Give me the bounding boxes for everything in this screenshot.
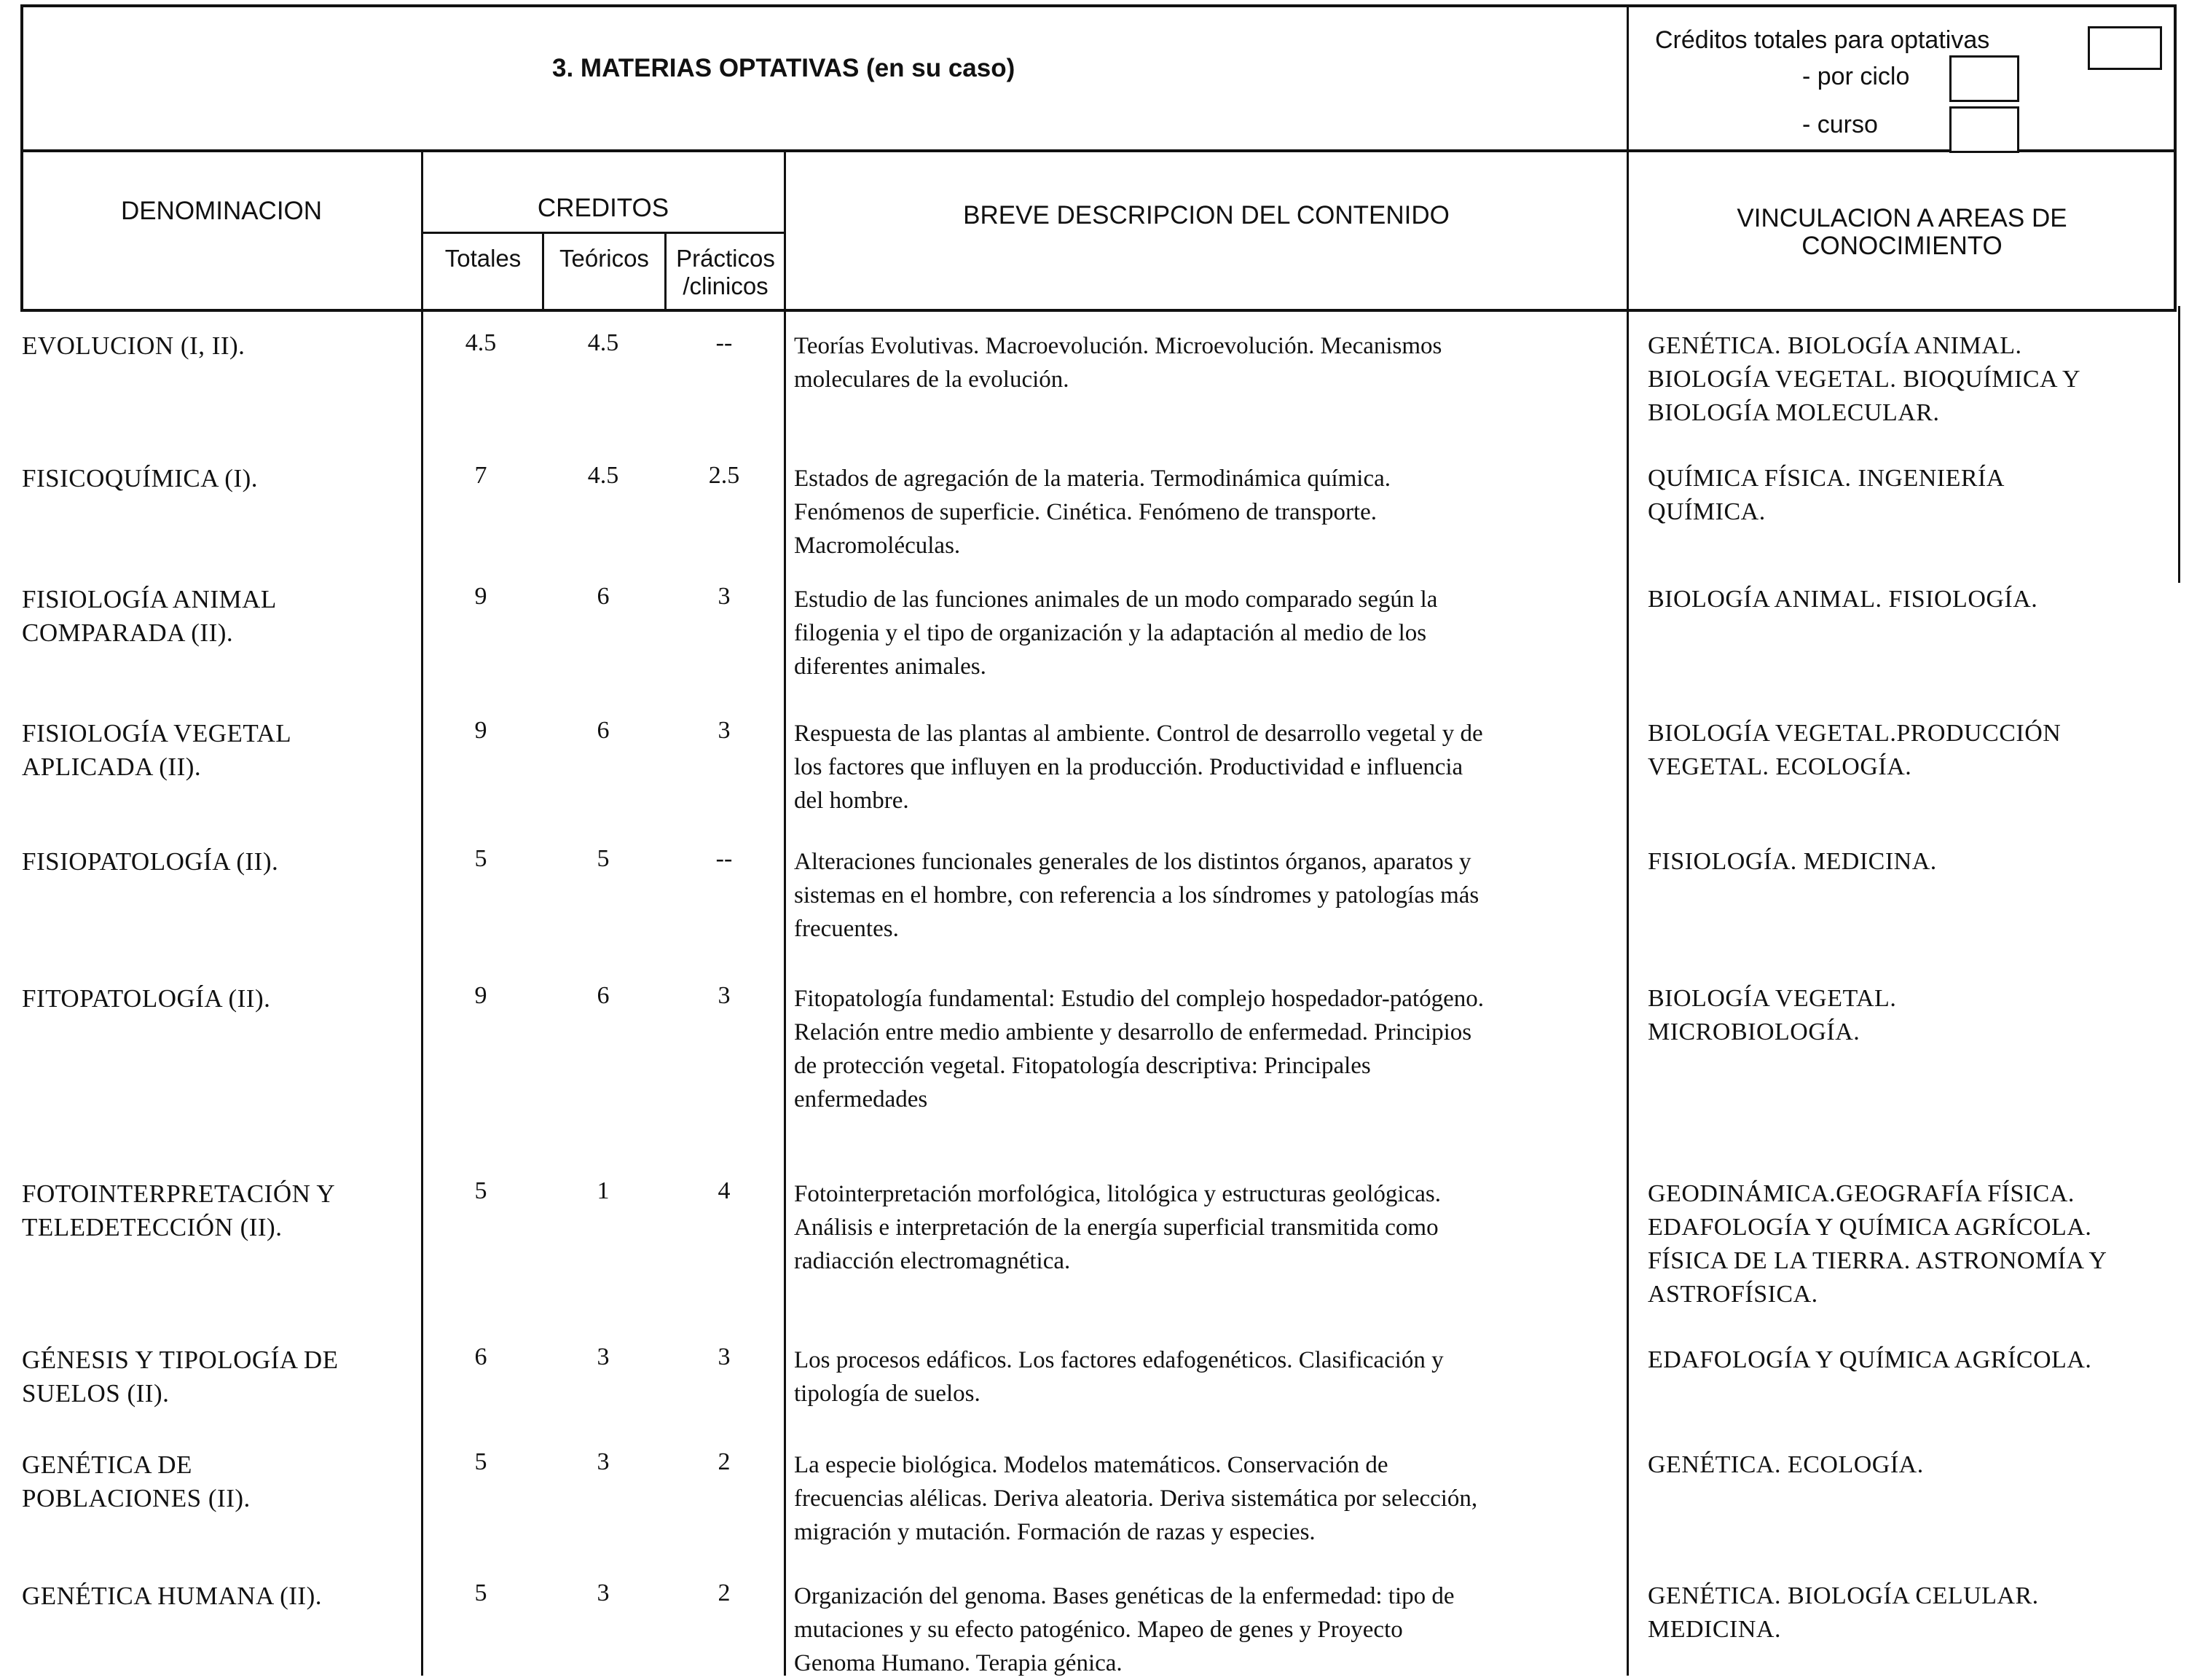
col-rule-creditos: [784, 151, 786, 1676]
credits-practicos: 3: [718, 1343, 731, 1370]
description-line: Alteraciones funcionales generales de los distintos órganos, aparatos y: [794, 849, 1471, 875]
knowledge-area-line: MEDICINA.: [1648, 1616, 1781, 1643]
knowledge-area-line: VEGETAL. ECOLOGÍA.: [1648, 753, 1912, 780]
credits-practicos: 3: [718, 583, 731, 610]
knowledge-area-line: EDAFOLOGÍA Y QUÍMICA AGRÍCOLA.: [1648, 1346, 2092, 1373]
credits-total-label: Créditos totales para optativas: [1655, 26, 1990, 54]
credits-teoricos: 6: [597, 717, 610, 744]
description-line: Fitopatología fundamental: Estudio del complejo hospedador-patógeno.: [794, 986, 1484, 1012]
per-cycle-label: - por ciclo: [1802, 63, 1910, 90]
section-title: 3. MATERIAS OPTATIVAS (en su caso): [552, 54, 1015, 82]
credits-practicos: 2: [718, 1448, 731, 1475]
credits-teoricos: 3: [597, 1343, 610, 1370]
knowledge-area-line: BIOLOGÍA MOLECULAR.: [1648, 399, 1940, 426]
credits-totales: 5: [474, 1177, 487, 1204]
course-name-line: GENÉTICA HUMANA (II).: [22, 1582, 322, 1610]
border-top: [20, 4, 2177, 7]
border-right-top: [2174, 4, 2177, 310]
knowledge-area-line: GENÉTICA. BIOLOGÍA CELULAR.: [1648, 1582, 2039, 1609]
description-line: frecuentes.: [794, 916, 899, 942]
description-line: sistemas en el hombre, con referencia a los síndromes y patologías más: [794, 882, 1479, 908]
description-line: diferentes animales.: [794, 653, 986, 680]
knowledge-area-line: MICROBIOLOGÍA.: [1648, 1018, 1860, 1045]
description-line: radiacción electromagnética.: [794, 1248, 1071, 1274]
creditos-sub-rule: [421, 232, 785, 234]
course-name-line: FITOPATOLOGÍA (II).: [22, 984, 271, 1013]
description-line: Los procesos edáficos. Los factores edafogenéticos. Clasificación y: [794, 1347, 1444, 1373]
description-line: de protección vegetal. Fitopatología descriptiva: Principales: [794, 1053, 1371, 1079]
col-header-totales: Totales: [444, 245, 522, 272]
credits-totales: 5: [474, 1448, 487, 1475]
course-name-line: POBLACIONES (II).: [22, 1484, 251, 1512]
col-header-teoricos: Teóricos: [559, 245, 649, 272]
knowledge-area-line: EDAFOLOGÍA Y QUÍMICA AGRÍCOLA.: [1648, 1214, 2092, 1241]
course-name-line: APLICADA (II).: [22, 753, 202, 781]
course-name-line: FISICOQUÍMICA (I).: [22, 464, 258, 492]
knowledge-area-line: FÍSICA DE LA TIERRA. ASTRONOMÍA Y: [1648, 1247, 2107, 1274]
credits-totales: 5: [474, 845, 487, 872]
course-name-line: FISIOLOGÍA ANIMAL: [22, 585, 277, 613]
knowledge-area-line: GENÉTICA. BIOLOGÍA ANIMAL.: [1648, 332, 2022, 359]
credits-practicos: --: [715, 329, 733, 356]
description-line: Relación entre medio ambiente y desarrollo de enfermedad. Principios: [794, 1019, 1472, 1045]
credits-totales: 9: [474, 583, 487, 610]
course-name-line: TELEDETECCIÓN (II).: [22, 1213, 283, 1241]
col-header-descripcion: BREVE DESCRIPCION DEL CONTENIDO: [963, 201, 1450, 229]
description-line: Organización del genoma. Bases genéticas de la enfermedad: tipo de: [794, 1583, 1455, 1609]
credits-teoricos: 6: [597, 583, 610, 610]
description-line: migración y mutación. Formación de razas y especies.: [794, 1519, 1316, 1545]
course-name-line: SUELOS (II).: [22, 1379, 170, 1408]
col-rule-denominacion: [421, 151, 423, 1676]
credits-practicos: 3: [718, 717, 731, 744]
per-cycle-box[interactable]: [1949, 55, 2019, 102]
col-header-creditos: CREDITOS: [537, 194, 669, 222]
credits-totales: 5: [474, 1579, 487, 1606]
description-line: Estudio de las funciones animales de un modo comparado según la: [794, 586, 1438, 613]
col-header-vinculacion-2: CONOCIMIENTO: [1801, 232, 2003, 260]
course-name-line: COMPARADA (II).: [22, 619, 234, 647]
knowledge-area-line: QUÍMICA.: [1648, 498, 1766, 525]
credits-practicos: --: [715, 845, 733, 872]
course-name-line: GENÉTICA DE: [22, 1451, 192, 1479]
description-line: moleculares de la evolución.: [794, 366, 1069, 393]
description-line: frecuencias alélicas. Deriva aleatoria. Deriva sistemática por selección,: [794, 1485, 1478, 1512]
description-line: del hombre.: [794, 788, 909, 814]
knowledge-area-line: ASTROFÍSICA.: [1648, 1281, 1818, 1308]
description-line: Análisis e interpretación de la energía superficial transmitida como: [794, 1214, 1439, 1241]
description-line: Macromoléculas.: [794, 533, 961, 559]
knowledge-area-line: BIOLOGÍA VEGETAL.: [1648, 985, 1897, 1012]
header-divider: [1627, 4, 1629, 150]
description-line: La especie biológica. Modelos matemáticos. Conservación de: [794, 1452, 1388, 1478]
credits-teoricos: 4.5: [587, 462, 619, 489]
credits-teoricos: 3: [597, 1448, 610, 1475]
description-line: filogenia y el tipo de organización y la adaptación al medio de los: [794, 620, 1427, 646]
credits-teoricos: 1: [597, 1177, 610, 1204]
credits-totales: 9: [474, 717, 487, 744]
col-header-denominacion: DENOMINACION: [120, 197, 323, 225]
col-header-practicos: Prácticos: [676, 245, 775, 272]
credits-practicos: 2.5: [708, 462, 740, 489]
description-line: Estados de agregación de la materia. Termodinámica química.: [794, 466, 1391, 492]
col-rule-descripcion: [1627, 151, 1629, 1676]
col-header-vinculacion-1: VINCULACION A AREAS DE: [1737, 204, 2067, 232]
description-line: Genoma Humano. Terapia génica.: [794, 1650, 1123, 1676]
course-name-line: FISIOPATOLOGÍA (II).: [22, 847, 279, 876]
knowledge-area-line: BIOLOGÍA VEGETAL.PRODUCCIÓN: [1648, 720, 2062, 747]
credits-teoricos: 4.5: [587, 329, 619, 356]
border-left-top: [20, 4, 23, 310]
course-box[interactable]: [1949, 106, 2019, 153]
course-name-line: FISIOLOGÍA VEGETAL: [22, 719, 292, 747]
credits-totales: 6: [474, 1343, 487, 1370]
description-line: enfermedades: [794, 1086, 928, 1112]
knowledge-area-line: FISIOLOGÍA. MEDICINA.: [1648, 848, 1937, 875]
credits-practicos: 4: [718, 1177, 731, 1204]
credits-teoricos: 6: [597, 982, 610, 1009]
course-name-line: FOTOINTERPRETACIÓN Y: [22, 1179, 336, 1208]
course-name-line: EVOLUCION (I, II).: [22, 331, 245, 360]
description-line: Respuesta de las plantas al ambiente. Control de desarrollo vegetal y de: [794, 721, 1483, 747]
credits-totales: 9: [474, 982, 487, 1009]
knowledge-area-line: QUÍMICA FÍSICA. INGENIERÍA: [1648, 465, 2005, 492]
description-line: mutaciones y su efecto patogénico. Mapeo de genes y Proyecto: [794, 1617, 1403, 1643]
course-label: - curso: [1802, 111, 1878, 138]
credits-teoricos: 3: [597, 1579, 610, 1606]
col-header-clinicos: /clinicos: [683, 272, 769, 299]
knowledge-area-line: GEODINÁMICA.GEOGRAFÍA FÍSICA.: [1648, 1180, 2075, 1207]
knowledge-area-line: GENÉTICA. ECOLOGÍA.: [1648, 1451, 1924, 1478]
column-header-bottom: [20, 309, 2177, 312]
credits-totales: 7: [474, 462, 487, 489]
credits-total-box[interactable]: [2088, 26, 2162, 70]
description-line: Fenómenos de superficie. Cinética. Fenómeno de transporte.: [794, 499, 1378, 525]
header-bottom-rule: [20, 149, 2177, 152]
knowledge-area-line: BIOLOGÍA VEGETAL. BIOQUÍMICA Y: [1648, 366, 2081, 393]
description-line: tipología de suelos.: [794, 1381, 980, 1407]
credits-totales: 4.5: [465, 329, 497, 356]
credits-teoricos: 5: [597, 845, 610, 872]
credits-practicos: 3: [718, 982, 731, 1009]
description-line: Teorías Evolutivas. Macroevolución. Microevolución. Mecanismos: [794, 333, 1442, 359]
course-name-line: GÉNESIS Y TIPOLOGÍA DE: [22, 1346, 339, 1374]
knowledge-area-line: BIOLOGÍA ANIMAL. FISIOLOGÍA.: [1648, 586, 2038, 613]
description-line: Fotointerpretación morfológica, litológica y estructuras geológicas.: [794, 1181, 1441, 1207]
description-line: los factores que influyen en la producción. Productividad e influencia: [794, 754, 1463, 780]
credits-practicos: 2: [718, 1579, 731, 1606]
